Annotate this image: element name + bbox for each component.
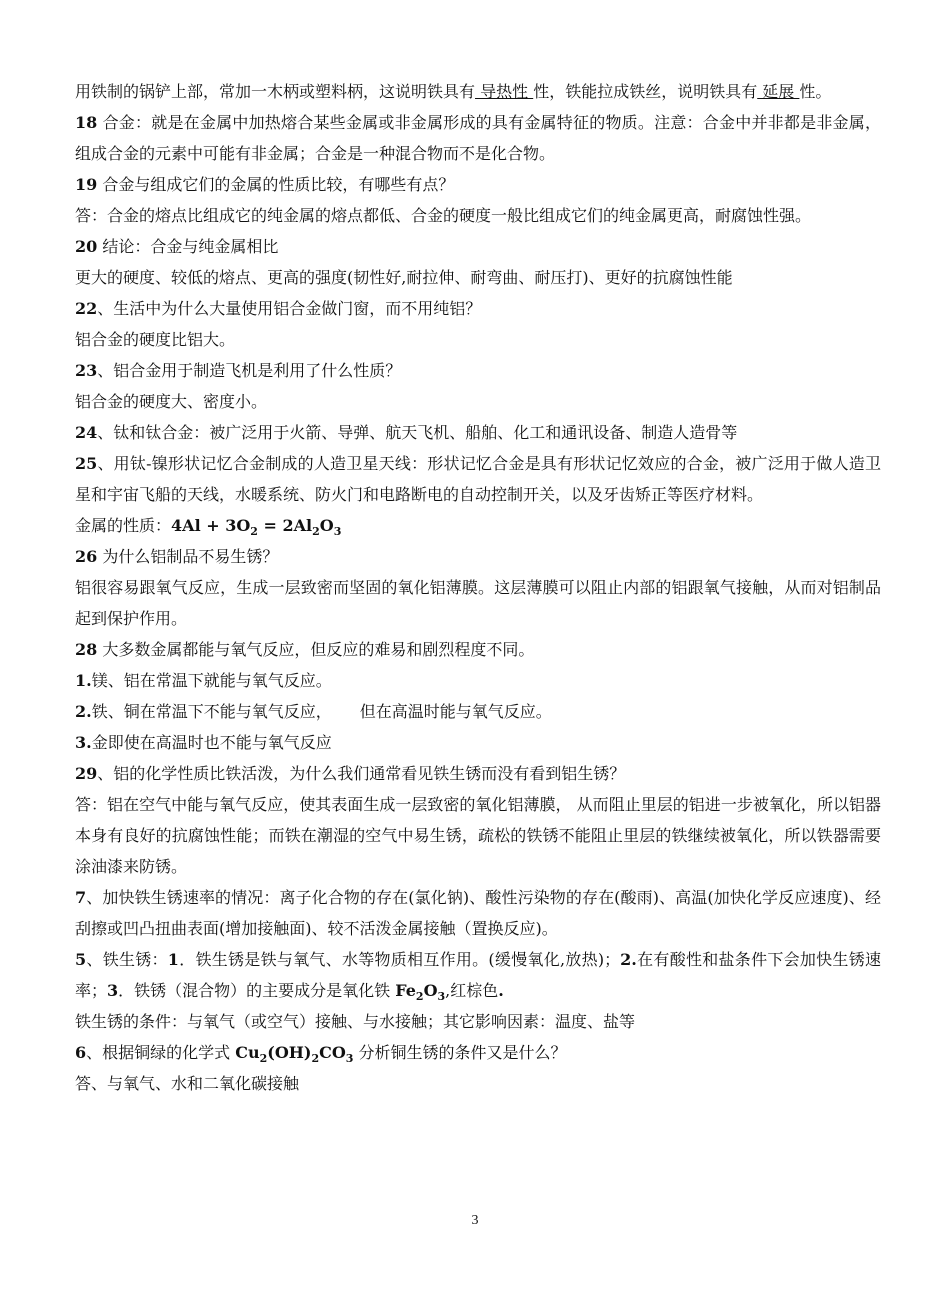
item-number: 5 [75, 950, 87, 969]
paragraph-metal-properties [75, 510, 881, 541]
paragraph-25 [75, 448, 881, 510]
answer-19: 答：合金的熔点比组成它的纯金属的熔点都低、合金的硬度一般比组成它们的纯金属更高，耐腐蚀性强。 [75, 206, 812, 225]
item-text: 、铁生锈： [86, 950, 168, 969]
item-number: 18 [75, 113, 98, 132]
paragraph-24 [75, 417, 881, 448]
item-number: 1. [75, 671, 92, 690]
item-number: 19 [75, 175, 98, 194]
item-text: ．铁锈（混合物）的主要成分是氧化铁 [118, 981, 396, 1000]
item-text: 铁、铜在常温下不能与氧气反应， [91, 702, 332, 721]
eq-subscript: 2 [312, 525, 320, 538]
item-number: 3. [75, 733, 92, 752]
text-run: 性。 [799, 82, 832, 101]
sub-number: 2. [620, 950, 637, 969]
item-text: 分析铜生锈的条件又是什么？ [353, 1043, 567, 1062]
item-number: 7 [75, 888, 87, 907]
formula-part: (OH) [267, 1043, 312, 1062]
answer-29: 答：铝在空气中能与氧气反应，使其表面生成一层致密的氧化铝薄膜， 从而阻止里层的铝进一步被氧化，所以铝器本身有良好的抗腐蚀性能；而铁在潮湿的空气中易生锈，疏松的铁锈不能阻止里层的铁继续被氧化，所以铁器需要涂油漆来防锈。 [75, 795, 881, 876]
underlined-answer: 延展 [757, 82, 800, 101]
item-text: 合金与组成它们的金属的性质比较，有哪些有点？ [97, 175, 455, 194]
item-number: 20 [75, 237, 98, 256]
item-number: 24 [75, 423, 98, 442]
formula-part: CO [319, 1043, 346, 1062]
item-text: 在有酸性和盐条件下会加快生锈速率； [75, 950, 881, 1000]
paragraph-20 [75, 231, 881, 262]
item-number: 22 [75, 299, 98, 318]
underlined-answer: 导热性 [475, 82, 534, 101]
formula-subscript: 2 [259, 1052, 268, 1065]
paragraph-22 [75, 293, 881, 324]
item-text: 、生活中为什么大量使用铝合金做门窗，而不用纯铝？ [97, 299, 482, 318]
paragraph-28-2 [75, 696, 881, 727]
paragraph-29 [75, 758, 881, 789]
item-number: 25 [75, 454, 98, 473]
item-text: 、根据铜绿的化学式 [86, 1043, 236, 1062]
item-text: ．铁生锈是铁与氧气、水等物质相互作用。(缓慢氧化,放热)； [178, 950, 621, 969]
formula-subscript: 3 [345, 1052, 354, 1065]
answer-23: 铝合金的硬度大、密度小。 [75, 392, 268, 411]
paragraph-18 [75, 107, 881, 169]
document-body [75, 76, 881, 1099]
page-number: 3 [471, 1213, 479, 1228]
paragraph-conductivity [75, 76, 881, 107]
item-text: 结论：合金与纯金属相比 [97, 237, 279, 256]
text-run: 用铁制的锅铲上部，常加一木柄或塑料柄，这说明铁具有 [75, 82, 476, 101]
paragraph-26 [75, 541, 881, 572]
formula-subscript: 2 [415, 990, 424, 1003]
paragraph-23 [75, 355, 881, 386]
formula-part: Cu [235, 1043, 260, 1062]
item-text: 、钛和钛合金：被广泛用于火箭、导弹、航天飞机、船舶、化工和通讯设备、制造人造骨等 [97, 423, 738, 442]
paragraph-6 [75, 1037, 881, 1068]
eq-subscript: 3 [333, 525, 342, 538]
formula-part: Fe [395, 981, 416, 1000]
chemical-equation [171, 516, 342, 538]
sub-number: 3 [107, 981, 119, 1000]
paragraph-28-1 [75, 665, 881, 696]
item-number: 28 [75, 640, 98, 659]
paragraph-7 [75, 882, 881, 944]
eq-part: O [319, 516, 334, 535]
paragraph-5 [75, 944, 881, 1006]
chemical-formula [395, 981, 446, 1003]
item-text: 、加快铁生锈速率的情况：离子化合物的存在(氯化钠)、酸性污染物的存在(酸雨)、高温(加快化学反应速度)、经刮擦或凹凸扭曲表面(增加接触面)、较不活泼金属接触（置换反应)。 [75, 888, 881, 938]
item-text: 金即使在高温时也不能与氧气反应 [91, 733, 332, 752]
eq-part: 4Al + 3O [171, 516, 251, 535]
item-text: 、铝合金用于制造飞机是利用了什么性质？ [97, 361, 402, 380]
item-text: 大多数金属都能与氧气反应，但反应的难易和剧烈程度不同。 [97, 640, 535, 659]
item-text: 、用钛-镍形状记忆合金制成的人造卫星天线：形状记忆合金是具有形状记忆效应的合金，被广泛用于做人造卫星和宇宙飞船的天线，水暖系统、防火门和电路断电的自动控制开关，以及牙齿矫正等医疗材料。 [75, 454, 881, 504]
answer-22: 铝合金的硬度比铝大。 [75, 330, 236, 349]
item-number: 2. [75, 702, 92, 721]
sub-number: 1 [167, 950, 179, 969]
item-number: 6 [75, 1043, 87, 1062]
item-number: 26 [75, 547, 98, 566]
paragraph-28 [75, 634, 881, 665]
chemical-formula [235, 1043, 354, 1065]
item-text: 合金：就是在金属中加热熔合某些金属或非金属形成的具有金属特征的物质。注意：合金中并非都是非金属，组成合金的元素中可能有非金属；合金是一种混合物而不是化合物。 [75, 113, 881, 163]
paragraph-19 [75, 169, 881, 200]
item-text: 镁、铝在常温下就能与氧气反应。 [91, 671, 332, 690]
eq-subscript: 2 [250, 525, 258, 538]
item-number: 29 [75, 764, 98, 783]
eq-part: = 2Al [257, 516, 313, 535]
item-number: 23 [75, 361, 98, 380]
text-run: 性，铁能拉成铁丝，说明铁具有 [533, 82, 758, 101]
answer-20: 更大的硬度、较低的熔点、更高的强度(韧性好,耐拉伸、耐弯曲、耐压打)、更好的抗腐蚀性能 [75, 268, 733, 287]
paragraph-28-3 [75, 727, 881, 758]
formula-subscript: 2 [311, 1052, 320, 1065]
item-text: . [498, 981, 504, 1000]
formula-subscript: 3 [437, 990, 446, 1003]
formula-part: O [423, 981, 438, 1000]
item-text: 为什么铝制品不易生锈？ [97, 547, 279, 566]
label-text: 金属的性质： [75, 516, 172, 535]
item-text: 、铝的化学性质比铁活泼，为什么我们通常看见铁生锈而没有看到铝生锈？ [97, 764, 626, 783]
paragraph-5-conditions: 铁生锈的条件：与氧气（或空气）接触、与水接触；其它影响因素：温度、盐等 [75, 1012, 636, 1031]
answer-6: 答、与氧气、水和二氧化碳接触 [75, 1074, 300, 1093]
answer-26: 铝很容易跟氧气反应，生成一层致密而坚固的氧化铝薄膜。这层薄膜可以阻止内部的铝跟氧气接触，从而对铝制品起到保护作用。 [75, 578, 881, 628]
item-text: ,红棕色 [445, 981, 499, 1000]
item-text: 但在高温时能与氧气反应。 [359, 702, 552, 721]
